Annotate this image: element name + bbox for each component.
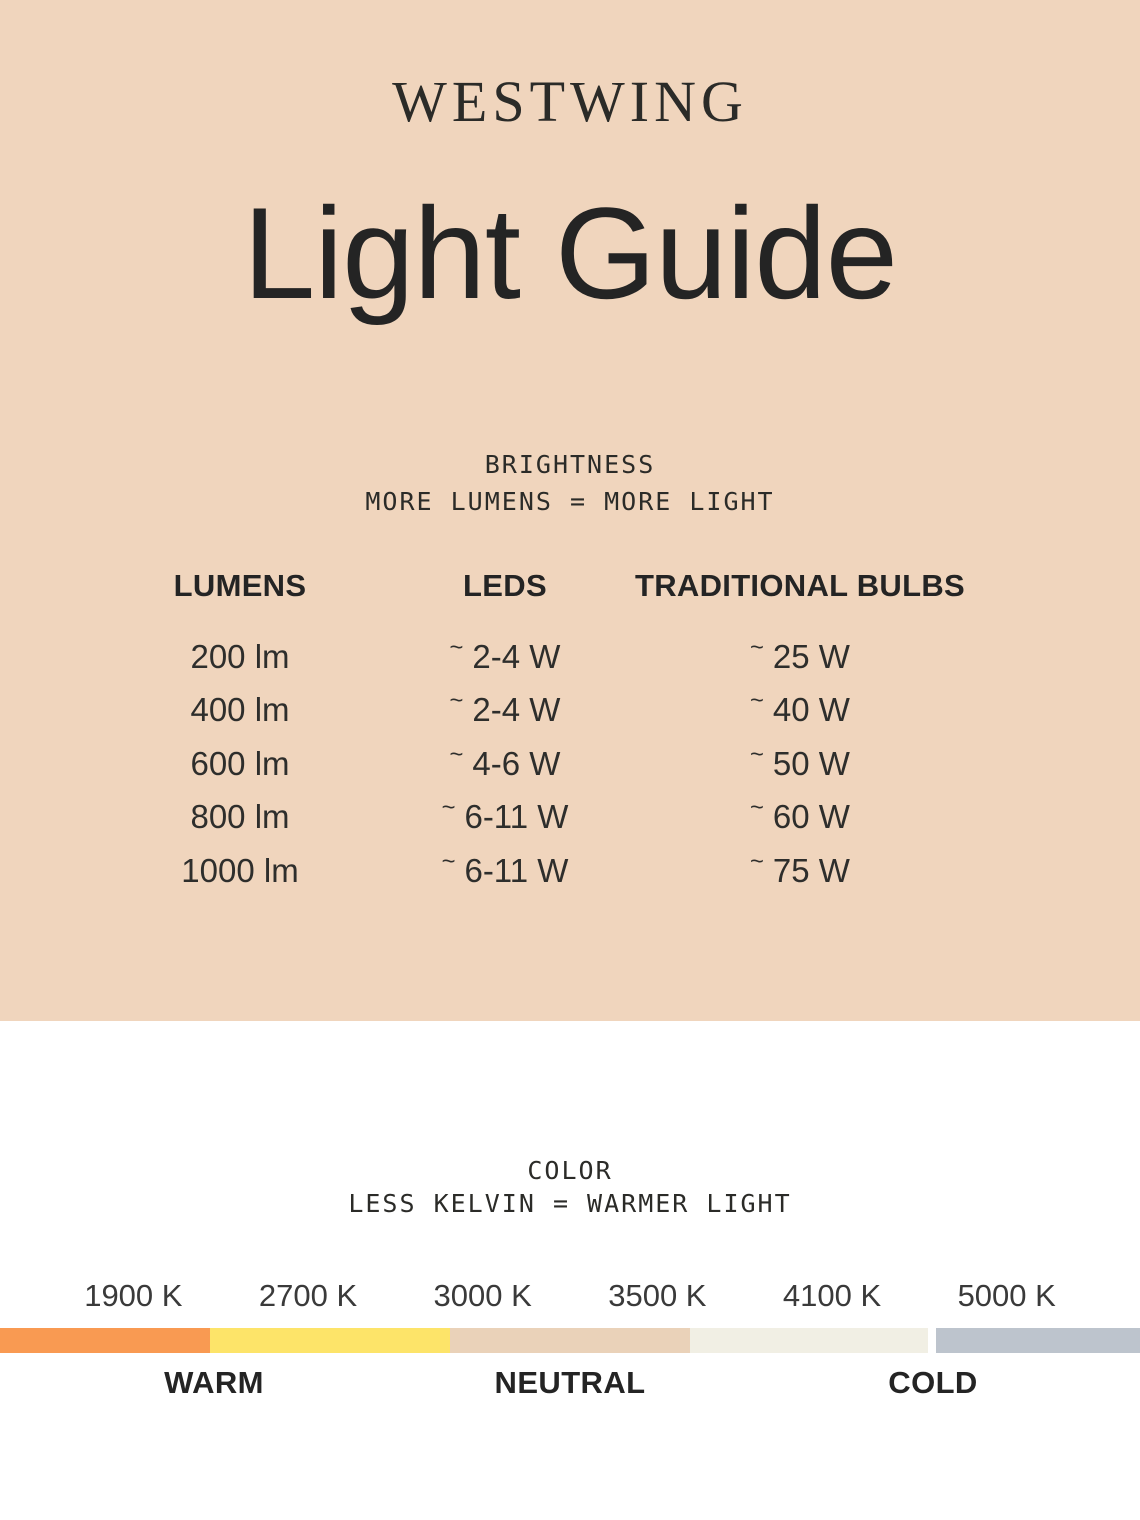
leds-value — [390, 737, 620, 791]
color-temperature-section — [0, 1021, 1140, 1520]
leds-value — [390, 630, 620, 684]
approx-symbol: ~ — [750, 847, 764, 875]
approx-symbol: ~ — [449, 687, 464, 715]
approx-symbol: ~ — [449, 633, 464, 661]
scale-segment-warm-orange — [0, 1328, 210, 1353]
scale-segment-neutral-cream — [690, 1328, 928, 1353]
watt-value: 2-4 W — [472, 691, 561, 729]
color-subheading: LESS KELVIN = WARMER LIGHT — [348, 1189, 792, 1218]
lumens-value: 400 lm — [190, 691, 290, 729]
kelvin-label: 1900 K — [84, 1278, 183, 1313]
watt-value: 60 W — [772, 798, 850, 836]
watt-value: 2-4 W — [472, 637, 561, 675]
column-header-leds: LEDS — [463, 568, 547, 603]
watt-value: 4-6 W — [472, 744, 561, 782]
brand-logo: WESTWING — [392, 69, 748, 134]
approx-symbol: ~ — [441, 847, 456, 875]
approx-symbol: ~ — [441, 794, 456, 822]
leds-column — [390, 568, 620, 898]
lumens-value: 1000 lm — [181, 851, 299, 889]
watt-value: 25 W — [772, 637, 850, 675]
scale-segment-warm-yellow — [210, 1328, 450, 1353]
scale-segment-neutral-tan — [450, 1328, 690, 1353]
warm-label: WARM — [164, 1365, 264, 1400]
approx-symbol: ~ — [750, 740, 764, 768]
leds-value — [390, 684, 620, 738]
approx-symbol: ~ — [449, 740, 464, 768]
traditional-value — [625, 737, 975, 791]
scale-segment-cold-blue — [936, 1328, 1140, 1353]
traditional-value — [625, 630, 975, 684]
kelvin-label: 3000 K — [433, 1278, 532, 1313]
kelvin-label: 5000 K — [957, 1278, 1056, 1313]
cold-label: COLD — [888, 1365, 978, 1400]
traditional-value — [625, 684, 975, 738]
column-header-traditional-bulbs: TRADITIONAL BULBS — [634, 568, 965, 603]
watt-value: 6-11 W — [464, 798, 569, 836]
color-heading: COLOR — [527, 1156, 613, 1185]
leds-value — [390, 791, 620, 845]
approx-symbol: ~ — [750, 794, 764, 822]
neutral-label: NEUTRAL — [494, 1365, 646, 1400]
kelvin-label: 2700 K — [258, 1278, 358, 1313]
color-temperature-bar — [0, 1328, 1140, 1353]
page-title: Light Guide — [243, 180, 897, 326]
kelvin-scale-labels — [46, 1278, 1094, 1314]
traditional-value — [625, 791, 975, 845]
approx-symbol: ~ — [750, 633, 764, 661]
approx-symbol: ~ — [750, 687, 764, 715]
traditional-value — [625, 844, 975, 898]
traditional-bulbs-column — [625, 568, 975, 898]
lumens-value: 800 lm — [190, 798, 290, 836]
leds-value — [390, 844, 620, 898]
watt-value: 6-11 W — [464, 851, 569, 889]
column-header-lumens: LUMENS — [173, 568, 307, 603]
kelvin-label: 4100 K — [782, 1278, 882, 1313]
watt-value: 75 W — [772, 851, 850, 889]
brightness-heading: BRIGHTNESS — [484, 450, 656, 479]
watt-value: 50 W — [772, 744, 850, 782]
kelvin-label: 3500 K — [608, 1278, 707, 1313]
lumens-value: 600 lm — [190, 744, 290, 782]
brightness-subheading: MORE LUMENS = MORE LIGHT — [365, 487, 775, 516]
lumens-value: 200 lm — [190, 637, 290, 675]
watt-value: 40 W — [772, 691, 850, 729]
lumens-column — [140, 568, 340, 898]
